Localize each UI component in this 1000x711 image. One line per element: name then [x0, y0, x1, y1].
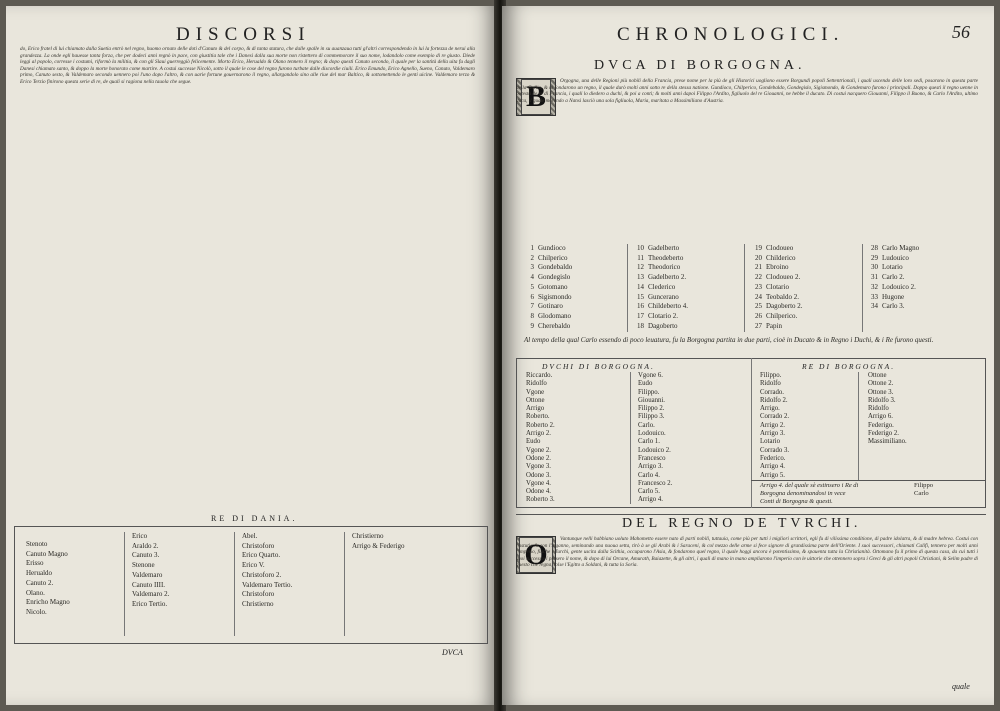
list-item: 10 Gadelberto — [637, 244, 680, 252]
list-item: 30 Lotario — [871, 263, 903, 272]
table-col-rule — [858, 372, 859, 480]
dukes-col1 — [526, 372, 555, 505]
list-item: Ottone — [868, 372, 887, 379]
list-item: 15 Guncerano — [637, 292, 679, 301]
decorated-initial-o: O — [516, 536, 556, 574]
kings-table-title: RE DI BORGOGNA. — [802, 362, 896, 371]
list-item: 3 Gondebaldo — [530, 263, 573, 272]
burgundy-division-note: Al tempo della qual Carlo essendo di poco leuatura, fu la Borgogna partita in due parti, cioè in Ducato & in Regno i Duchi, & i Re furono questi. — [524, 336, 934, 344]
list-item: Herualdo — [26, 569, 53, 578]
list-item: Arrigo 4. — [760, 463, 785, 471]
list-item: Lodouico 2. — [638, 446, 671, 454]
list-item: Conti di Borgogna & questi. — [760, 498, 833, 505]
kings-table-divider — [751, 480, 986, 481]
list-item: Christoforo — [242, 541, 275, 550]
list-item: Corrado. — [760, 388, 784, 396]
page-number: 56 — [952, 22, 970, 42]
dana-col1 — [26, 540, 70, 618]
list-item: 34 Carlo 3. — [871, 302, 905, 311]
list-item: Arrigo 2. — [526, 430, 551, 438]
dukes-table-title: DVCHI DI BORGOGNA. — [542, 362, 655, 371]
left-catchword: DVCA — [442, 648, 463, 657]
kings-tail-note — [760, 482, 858, 506]
list-item: Canuto IIII. — [132, 580, 166, 589]
list-item: Vgone 3. — [526, 463, 551, 471]
list-item: Christoforo 2. — [242, 570, 282, 579]
list-item: Arrigo 5. — [760, 471, 785, 479]
list-item: Ridolfo 3. — [868, 396, 896, 404]
section-title-borgogna: DVCA DI BORGOGNA. — [594, 58, 806, 73]
list-item: Arrigo 6. — [868, 413, 893, 421]
list-item: 32 Lodouico 2. — [871, 282, 916, 291]
list-item: Francesco — [638, 454, 666, 462]
burgundy-list-col2 — [634, 244, 688, 331]
list-item: Filippo. — [638, 388, 660, 396]
list-item: Ottone 2. — [868, 380, 894, 388]
list-item: 2 Chilperico — [530, 253, 568, 262]
section-rule — [516, 514, 986, 515]
turchi-body-text: Vantunque nelli habbiano uoluto Mahometto essere nato di parti nobili, tuttauia, come più per tutti i migliori scrittori, egli fu di vilissima conditione, di padre idolatra, & di madre hebrea. Costui con l'astutia & con l'inganno, seminando una nuoua setta, tirò à se gli Arabi & i Saraceni, & col mezzo delle arme si fece signore di grandissima parte dell'Oriente. I suoi successori, chiamati Califi, tennero per molti anni l'imperio, finche i Turchi, gente uscita dalla Scithia, occuparono l'Asia, & fondarono quel regno, il quale hoggi ancora è potentissimo, & spauenta tutta la Christianità. Ottomano fu il primo di questa casa, da cui tutti i suoi successori presero il nome, & dopo di lui Orcane, Amurath, Baiazette, & gli altri, i quali di mano in mano ampliarono l'imperio con le uittorie che ottennero sopra i Greci & gli altri popoli Christiani, & Selim padre di questo che regna, tolse l'Egitto a Soldani, & tutta la Soria. — [516, 536, 978, 569]
list-item: Erico Quarto. — [242, 551, 281, 560]
list-item: Valdemaro Tertio. — [242, 580, 293, 589]
list-item: Odone 2. — [526, 454, 551, 462]
list-item: Federico. — [760, 454, 786, 462]
list-item: Eudo — [638, 380, 653, 388]
list-item: 12 Theodorico — [637, 263, 681, 272]
list-item: 17 Clotario 2. — [637, 311, 678, 320]
list-item: Odone 4. — [526, 488, 551, 496]
list-item: Arrigo 3. — [638, 463, 663, 471]
list-item: Filippo 2. — [638, 405, 665, 413]
burgundy-list-col4 — [868, 244, 919, 312]
dana-col-rule — [234, 532, 235, 636]
left-body-text: do, Erico fratel di lui chiamato dalla Suetia entrò nel regno, huomo ornato delle doti d'Canuto & del corpo, & di tanta statura, che dalle spalle in su auanzaua tutti gl'altri correspondendo in lui la fortezza de nerui alla grandezza. La onde egli hauesse tanta forza, che per dodeci anni regnò in pace, con giustitia tale che i Danesi dalla sua morte non ristettero di commemorare il suo nome, lodandolo come esempio di re giusto. Diede leggi al popolo, corresse i costumi, riformò la militia, & con gli Slaui guerreggiò felicemente. Morto Erico, Herualdo & Olano tennero il regno; & dopo questi Canuto secondo, il quale per la santità della uita fu dagli Danesi chiamato santo, & doppo la morte honorato come martire. A costui successe Nicolò, sotto il quale le cose del regno furono turbate dalle discordie ciuili. Erico Emundo, Erico Agnello, Sueno, Canuto, Valdemaro primo, Canuto sesto, & Valdemaro secondo uennero poi l'uno dopo l'altro, & con uarie fortune gouernarono il regno, allargandolo sino alle riue del mar Baltico, & sottomettendo le genti uicine. Valdemaro terzo & Erico Terzio finirono questa serie di re, de quali si ragiona nella tauola che segue. — [20, 46, 475, 85]
list-item: 28 Carlo Magno — [871, 244, 920, 252]
list-item: 1 Gundioco — [530, 244, 566, 252]
list-item: Eudo — [526, 438, 541, 446]
list-item: Ottone 3. — [868, 388, 894, 396]
list-item: Olano. — [26, 588, 45, 597]
dana-col4 — [352, 532, 405, 551]
list-item: Arrigo. — [760, 405, 780, 413]
right-running-head: CHRONOLOGICI. — [617, 24, 845, 45]
list-item: Christierno — [352, 532, 384, 540]
list-item: 14 Clederico — [637, 282, 676, 291]
list-item: Carlo 4. — [638, 471, 660, 479]
list-item: Erico Tertio. — [132, 599, 168, 608]
dana-table-title: RE DI DANIA. — [211, 514, 298, 523]
list-item: Abel. — [242, 532, 258, 540]
list-item: 13 Gadelberto 2. — [637, 273, 687, 282]
left-page — [6, 6, 498, 705]
list-item: Lodouico. — [638, 430, 666, 438]
list-item: 8 Glodomano — [530, 311, 572, 320]
list-item: Vgone 2. — [526, 446, 551, 454]
list-item: 6 Sigismondo — [530, 292, 572, 301]
list-item: Erisso — [26, 559, 44, 568]
dana-col2 — [132, 532, 169, 610]
list-item: 4 Gondegislo — [530, 273, 571, 282]
table-col-rule — [630, 372, 631, 504]
dana-col-rule — [344, 532, 345, 636]
list-item: 22 Clodoueo 2. — [755, 273, 801, 282]
list-item: 25 Dagoberto 2. — [755, 302, 803, 311]
dukes-col2 — [638, 372, 672, 505]
list-item: Nicolo. — [26, 607, 47, 616]
list-item: 11 Theodeberto — [637, 253, 684, 262]
list-item: 16 Childeberto 4. — [637, 302, 689, 311]
list-item: Ridolfo — [868, 405, 889, 413]
list-item: Canuto 2. — [26, 578, 54, 587]
burgundy-list-col3 — [752, 244, 803, 331]
list-item: 29 Ludouico — [871, 253, 909, 262]
list-item: Arrigo 3. — [760, 430, 785, 438]
list-item: 33 Hugone — [871, 292, 905, 301]
list-item: 7 Gotinaro — [530, 302, 563, 311]
kings-col1 — [760, 372, 789, 480]
list-item: Filippo. — [760, 372, 782, 379]
list-item: 18 Dagoberto — [637, 321, 678, 330]
list-item: Arrigo 4. del quale sè estinsero i Re di — [760, 482, 859, 489]
list-item: Roberto 3. — [526, 496, 555, 504]
list-item: Ridolfo 2. — [760, 396, 788, 404]
list-item: Giouanni. — [638, 396, 665, 404]
dana-col-rule — [124, 532, 125, 636]
decorated-initial: B — [516, 78, 556, 116]
list-item: Ridolfo — [526, 380, 547, 388]
list-item: Filippo — [914, 482, 934, 489]
list-item: Riccardo. — [526, 372, 553, 379]
list-item: 19 Clodoueo — [755, 244, 794, 252]
list-item: Carlo 5. — [638, 488, 660, 496]
left-running-head: DISCORSI — [176, 24, 311, 45]
list-item: Enricho Magno — [26, 598, 70, 607]
list-item: Arrigo & Federigo — [352, 541, 405, 550]
list-item: Vgone 4. — [526, 479, 551, 487]
list-item: 20 Childerico — [755, 253, 796, 262]
list-item: Canuto 3. — [132, 551, 160, 560]
list-item: Roberto. — [526, 413, 550, 421]
list-item: Stenone — [132, 561, 155, 570]
list-item: Arrigo — [526, 405, 545, 413]
list-item: Ottone — [526, 396, 545, 404]
list-item: Carlo — [914, 490, 929, 497]
list-item: 31 Carlo 2. — [871, 273, 905, 282]
list-item: 27 Papin — [755, 321, 782, 330]
list-item: Canuto Magno — [26, 549, 68, 558]
list-item: 24 Teobaldo 2. — [755, 292, 799, 301]
list-item: Erico V. — [242, 561, 265, 570]
list-item: Corrado 3. — [760, 446, 790, 454]
right-catchword: quale — [952, 682, 970, 691]
kings-col2 — [868, 372, 907, 447]
counts-list — [914, 482, 933, 498]
list-item: Roberto 2. — [526, 421, 555, 429]
list-item: Filippo 3. — [638, 413, 665, 421]
list-item: Carlo 1. — [638, 438, 660, 446]
list-item: Valdemaro 2. — [132, 590, 170, 599]
list-item: Valdemaro — [132, 570, 163, 579]
list-item: Arrigo 4. — [638, 496, 663, 504]
list-item: Odone 3. — [526, 471, 551, 479]
list-col-rule — [627, 244, 628, 332]
list-item: Ridolfo — [760, 380, 781, 388]
list-item: 26 Chilperico. — [755, 311, 798, 320]
list-item: Borgogna denominandosi in vece — [760, 490, 846, 497]
list-item: Christierno — [242, 599, 274, 608]
table-center-rule — [751, 358, 752, 508]
list-col-rule — [862, 244, 863, 332]
list-item: 21 Ebroino — [755, 263, 789, 272]
list-item: 23 Clotario — [755, 282, 789, 291]
section-title-turchi: DEL REGNO DE TVRCHI. — [622, 516, 862, 531]
burgundy-list-col1 — [524, 244, 572, 331]
right-page — [502, 6, 994, 705]
list-item: 9 Cherebaldo — [530, 321, 571, 330]
list-item: 5 Gotomano — [530, 282, 568, 291]
list-item: Stenoto — [26, 540, 48, 548]
list-item: Lotario — [760, 438, 781, 446]
list-item: Vgone — [526, 388, 545, 396]
list-item: Corrado 2. — [760, 413, 790, 421]
list-item: Erico — [132, 532, 148, 540]
list-item: Carlo. — [638, 421, 655, 429]
list-item: Francesco 2. — [638, 479, 673, 487]
dana-col3 — [242, 532, 292, 610]
list-item: Araldo 2. — [132, 541, 159, 550]
list-item: Vgone 6. — [638, 372, 663, 379]
list-item: Massimiliano. — [868, 438, 907, 446]
list-col-rule — [744, 244, 745, 332]
list-item: Christoforo — [242, 590, 275, 599]
list-item: Federigo. — [868, 421, 894, 429]
list-item: Arrigo 2. — [760, 421, 785, 429]
list-item: Federigo 2. — [868, 430, 899, 438]
borgogna-intro-text: Orgogna, una delle Regioni più nobili della Francia, prese nome per la più de gli Historici uogliono essere Borgundi popoli Settentrionali, i quali uscendo delle loro sedi, posarono in questa parte della Gallia, & ui fondarono un regno, il quale durò molti anni sotto re della stessa natione. Gundioco, Chilperico, Gondebaldo, Gondegislo, Sigismondo, & Gondemaro furono i principali. Doppo questi il regno uenne in potestà de re di Francia, i quali lo diedero a duchi, & poi a conti; & molti anni dapoi Filippo l'Ardito, figliuolo del re Giouanni, ne hebbe il ducato. Di costui nacquero Giouanni, Filippo il Buono, & Carlo l'Ardito, ultimo duca, il quale morendo a Nansi lasciò una sola figliuola, Maria, maritata a Massimiliano d'Austria. — [516, 78, 978, 104]
